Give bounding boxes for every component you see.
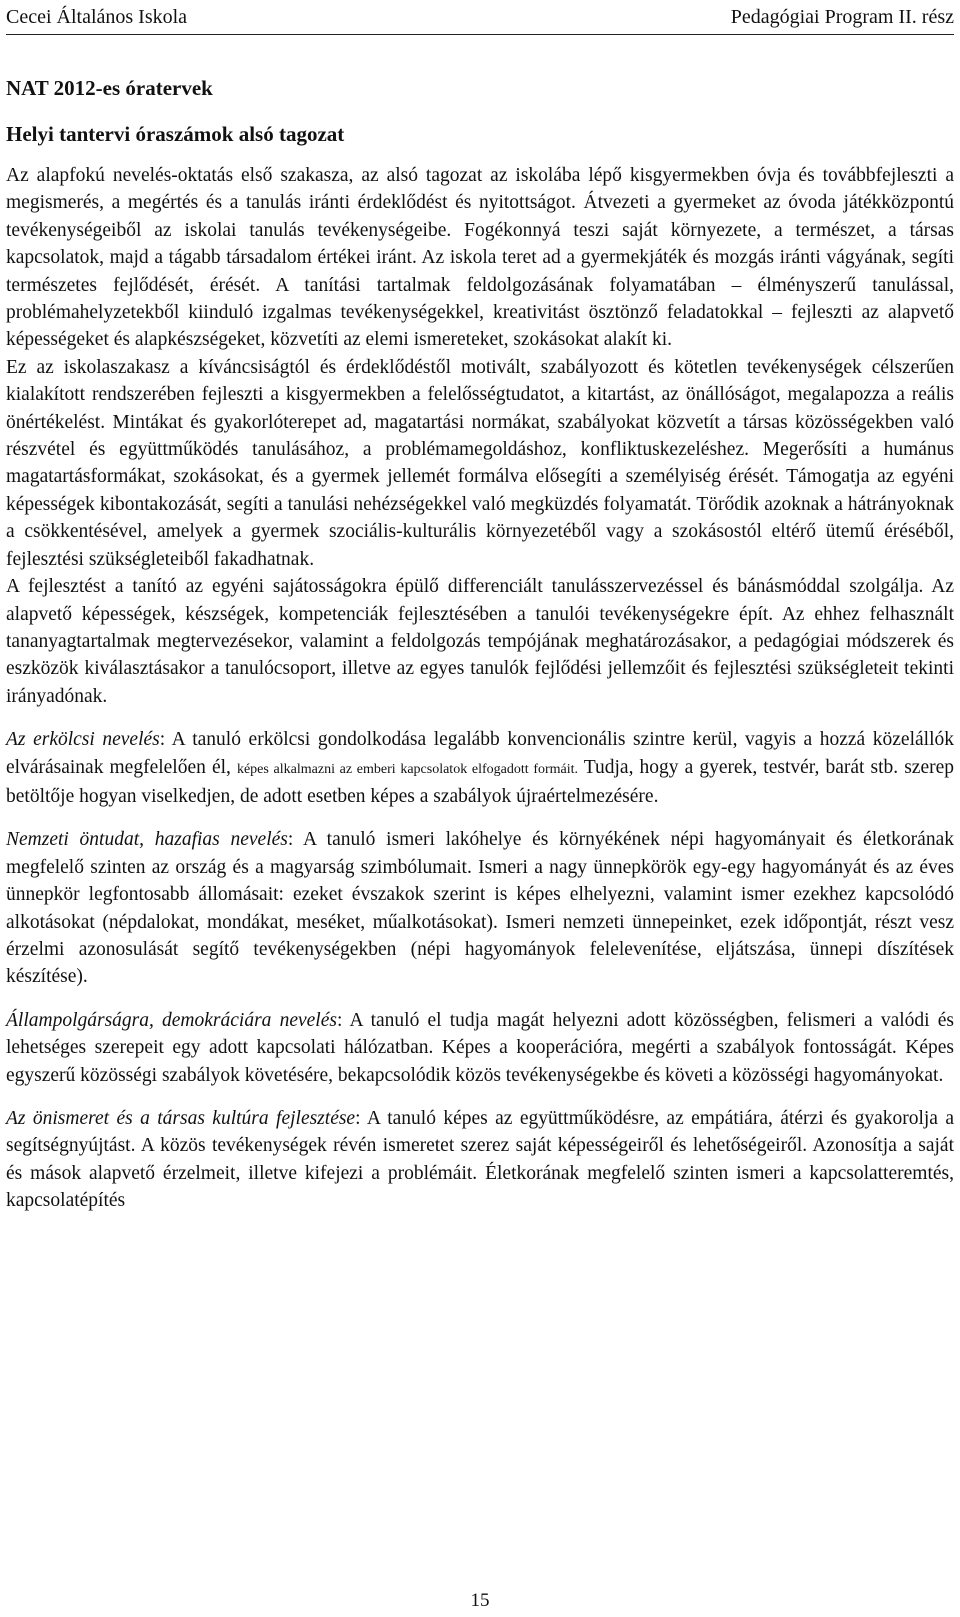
- intro-paragraph-3: A fejlesztést a tanító az egyéni sajátosságokra épülő differenciált tanulásszervezéssel és bánásmóddal szolgálja. Az alapvető képességek, készségek, kompetenciák fejlesztésében a tanulói tevékenységekre épít. Az ehhez felhasznált tananyagtartalmak megtervezésekor, valamint a feldolgozás tempójának meghatározásakor, a pedagógiai módszerek és eszközök kiválasztásakor a tanulócsoport, illetve az egyes tanulók fejlődési jellemzőit és fejlesztési szükségleteit tekinti irányadónak.: [6, 576, 954, 707]
- civic-education-paragraph: [6, 1007, 954, 1089]
- self-knowledge-text: : A tanuló képes az együttműködésre, az empátiára, átérzi és gyakorolja a segítségnyújtást. A közös tevékenységek révén ismeretet szerez saját képességeiről és lehetőségeiről. Azonosítja a saját és mások alapvető érzelmeit, illetve kifejezi a problémáit. Életkorának megfelelő szinten ismeri a kapcsolatteremtés, kapcsolatépítés: [6, 1108, 954, 1212]
- moral-education-text-1: : A tanuló erkölcsi gondolkodása legalább konvencionális szintre kerül, vagyis a hozzá közelállók elvárásainak megfelelően él,: [6, 729, 954, 778]
- page-header: [6, 4, 954, 30]
- national-identity-paragraph: [6, 826, 954, 990]
- moral-education-paragraph: [6, 726, 954, 810]
- header-school-name: Cecei Általános Iskola: [6, 6, 188, 28]
- page-number: 15: [470, 1590, 490, 1611]
- section-subtitle: Helyi tantervi óraszámok alsó tagozat: [6, 122, 345, 146]
- self-knowledge-term: Az önismeret és a társas kultúra fejlesztése: [6, 1108, 356, 1129]
- moral-education-small-text: képes alkalmazni az emberi kapcsolatok elfogadott formáit.: [236, 761, 579, 777]
- document-body: [6, 74, 954, 1215]
- civic-education-text: : A tanuló el tudja magát helyezni adott közösségben, felismeri a valódi és lehetséges szerepeit egy adott kapcsolati hálózatban. Képes a kooperációra, megérti a szabályok fontosságát. Képes egyszerű közösségi szabályok követésére, bekapcsolódik közös tevékenységekbe és követi a közösségi hagyományokat.: [6, 1009, 954, 1086]
- national-identity-term: Nemzeti öntudat, hazafias nevelés: [6, 829, 288, 851]
- self-knowledge-paragraph: [6, 1105, 954, 1215]
- intro-paragraph-2: Ez az iskolaszakasz a kíváncsiságtól és érdeklődéstől motivált, szabályozott és kötetlen tevékenységek célszerűen kialakított rendszerében fejleszti a kisgyermekben a felelősségtudatot, a kitartást, az önállóságot, megalapozza a reális önértékelést. Mintákat és gyakorlóterepet ad, magatartási normákat, szabályokat közvetít a társas közösségekben való részvétel és együttműködés tanulásához, a problémamegoldáshoz, konfliktuskezeléshez. Megerősíti a humánus magatartásformákat, szokásokat, és a gyermek jellemét formálva elősegíti a személyiség érését. Támogatja az egyéni képességek kibontakozását, segíti a tanulási nehézségekkel való megküzdés folyamatát. Törődik azoknak a hátrányoknak a csökkentésével, amelyek a gyermek szociális-kulturális környezetéből vagy a szokásostól eltérő ütemű éréséből, fejlesztési szükségleteiből fakadhatnak.: [6, 356, 954, 570]
- header-divider: [6, 34, 954, 35]
- moral-education-text-2: Tudja, hogy a gyerek, testvér, barát stb. szerep betöltője hogyan viselkedjen, de adott esetben képes a szabályok újraértelmezésére.: [6, 756, 954, 807]
- section-title: NAT 2012-es óratervek: [6, 76, 213, 100]
- intro-paragraph-1: Az alapfokú nevelés-oktatás első szakasza, az alsó tagozat az iskolába lépő kisgyermekben óvja és továbbfejleszti a megismerés, a megértés és a tanulás iránti érdeklődést és nyitottságot. Átvezeti a gyermeket az óvoda játékközpontú tevékenységeiből az iskolai tanulás tevékenységeibe. Fogékonnyá teszi saját környezete, a természet, a társas kapcsolatok, majd a tágabb társadalom értékei iránt. Az iskola teret ad a gyermekjáték és mozgás iránti vágyának, segíti természetes fejlődését, érését. A tanítási tartalmak feldolgozásának folyamatában – élményszerű tanulással, problémahelyzetekből kiinduló izgalmas tevékenységekkel, kreativitást ösztönző feladatokkal – fejleszti az alapvető képességeket és alapkészségeket, közvetíti az elemi ismereteket, szokásokat alakít ki.: [6, 165, 954, 351]
- header-document-title: Pedagógiai Program II. rész: [730, 6, 954, 28]
- national-identity-text: : A tanuló ismeri lakóhelye és környékének népi hagyományait és életkorának megfelelő szinten az ország és a magyarság szimbólumait. Ismeri a nagy ünnepkörök egy-egy hagyományát és az éves ünnepkör legfontosabb állomásait: ezeket évszakok szerint is képes elhelyezni, valamint ismer ezekhez kapcsolódó alkotásokat (népdalokat, mondákat, meséket, műalkotásokat). Ismeri nemzeti ünnepeinket, ezek időpontját, részt vesz érzelmi azonosulását segítő tevékenységekben (népi hagyományok felelevenítése, eljátszása, ünnepi díszítések készítése).: [6, 829, 954, 988]
- civic-education-term: Állampolgárságra, demokráciára nevelés: [6, 1009, 337, 1031]
- moral-education-term: Az erkölcsi nevelés: [6, 729, 160, 751]
